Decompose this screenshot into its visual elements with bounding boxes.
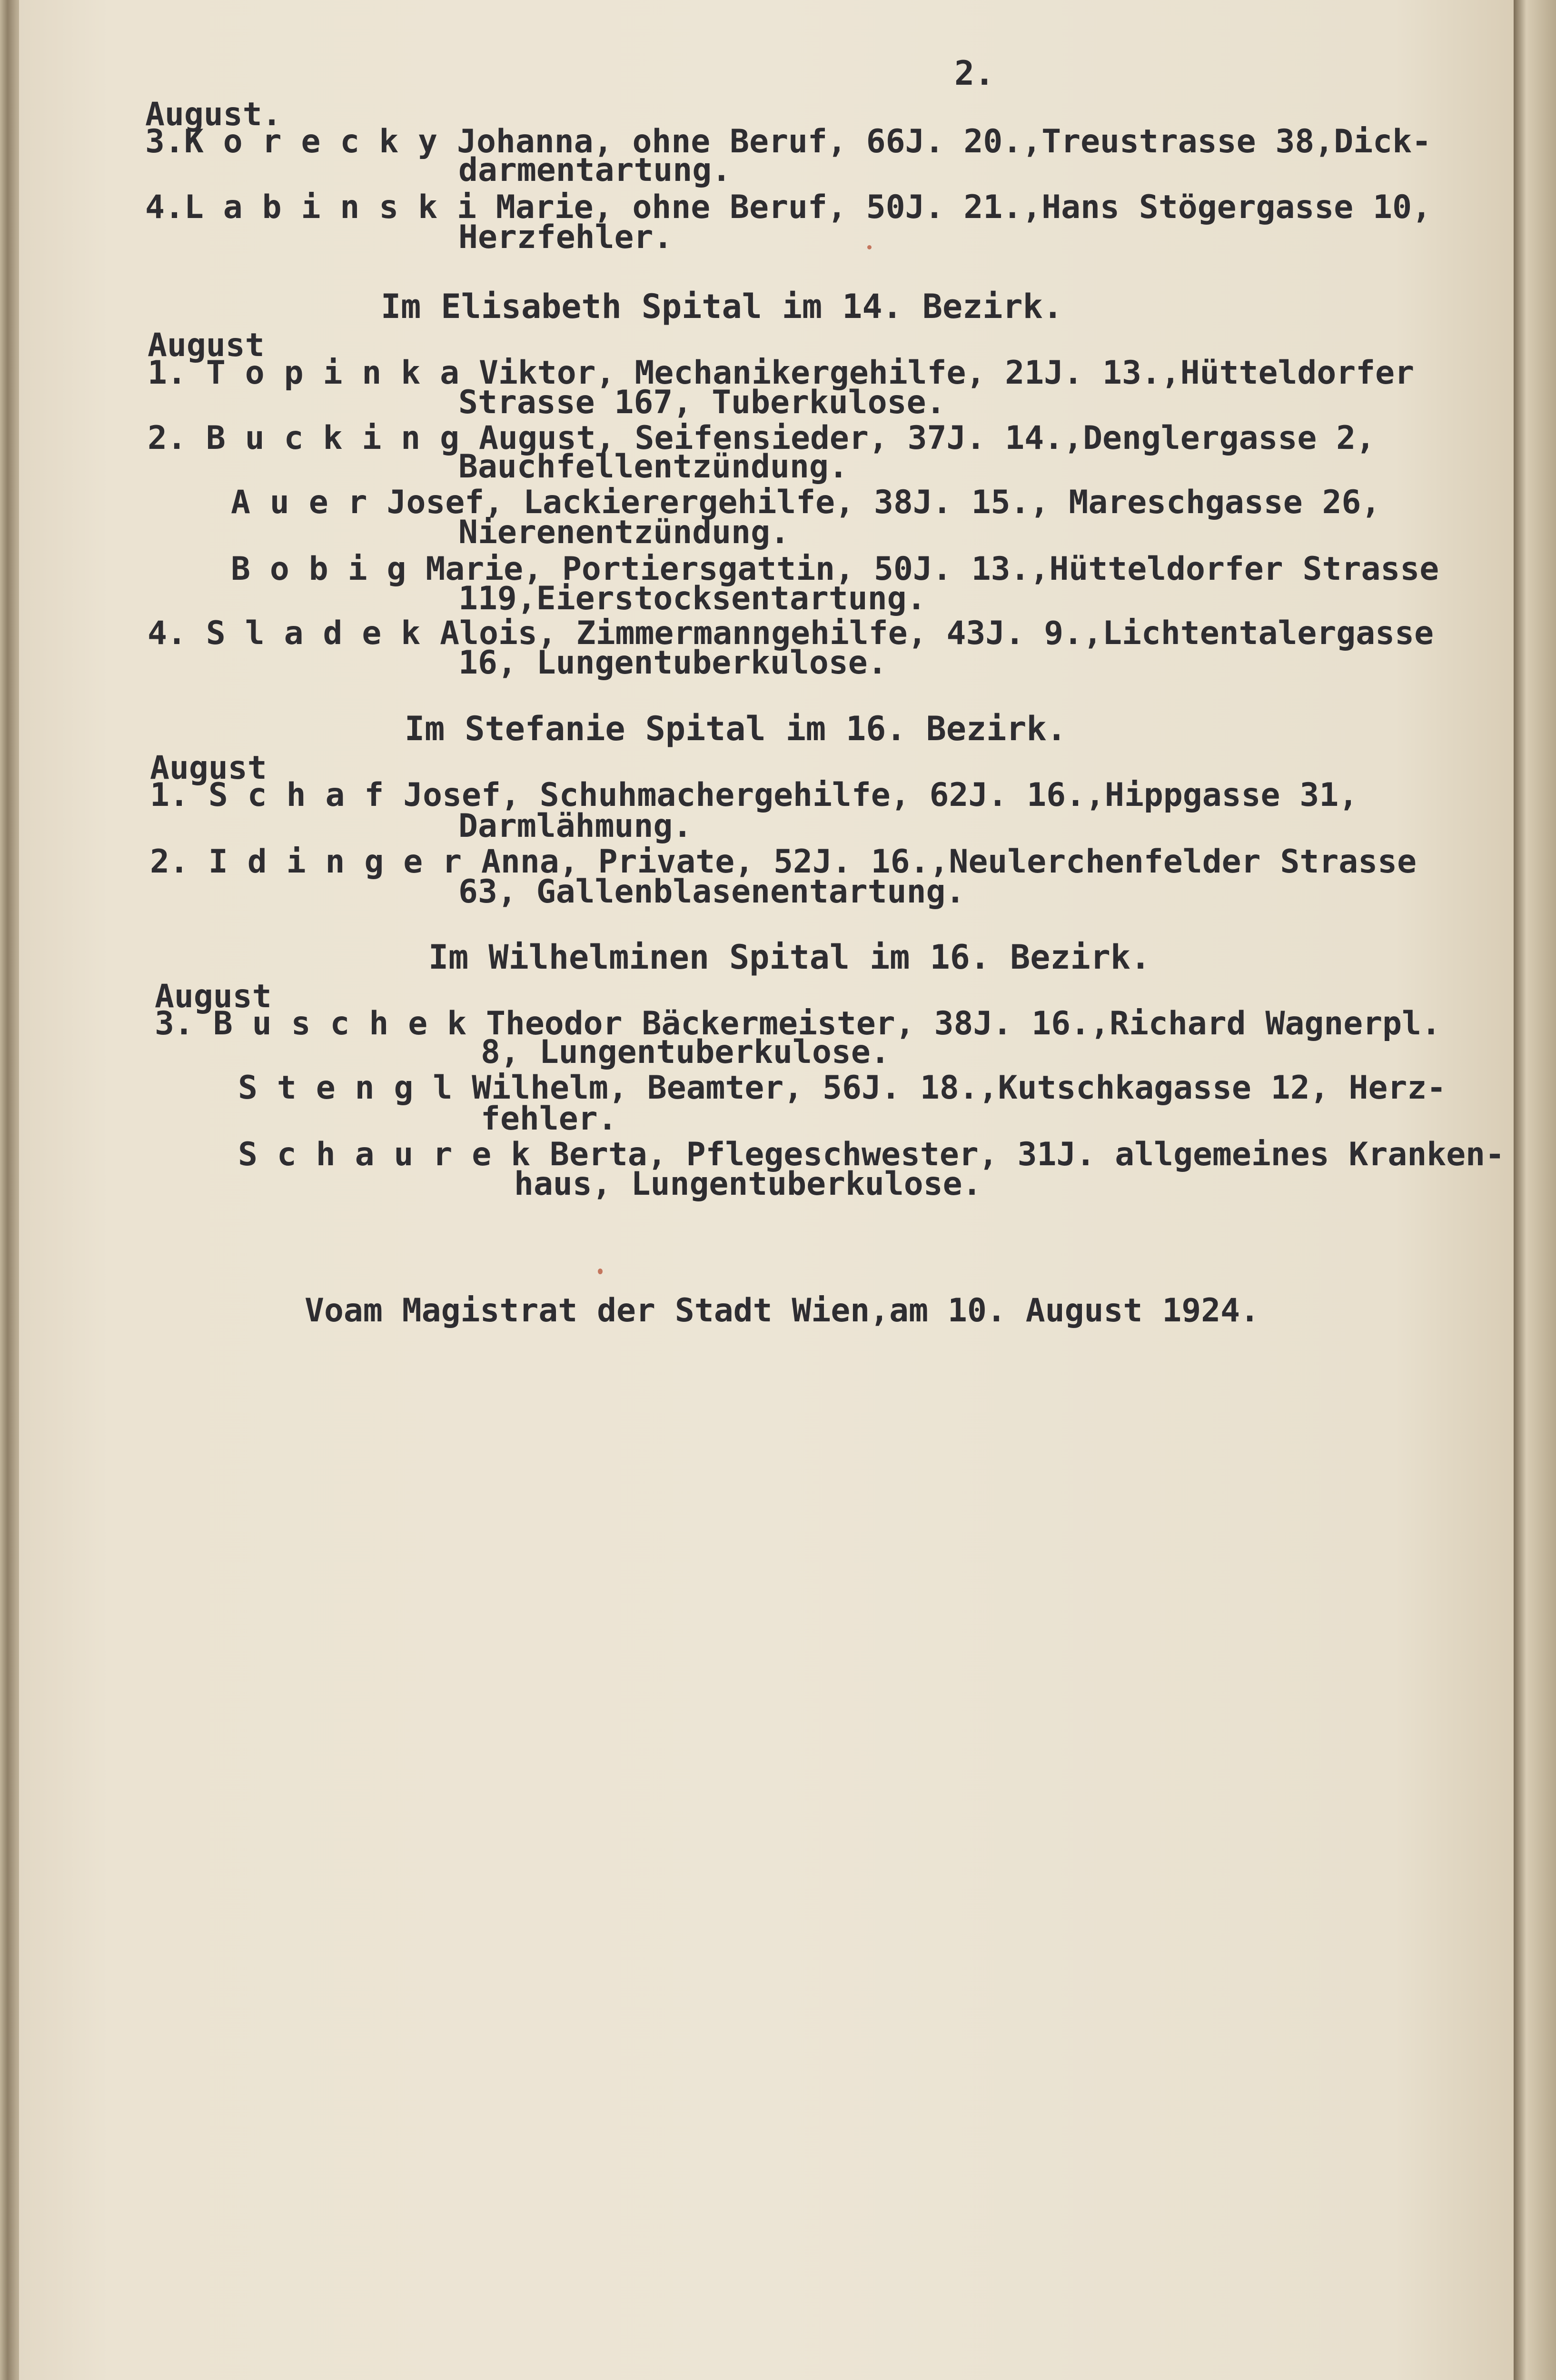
entry-line-continuation: Nierenentzündung. — [458, 514, 790, 551]
closing-signature-line: Voam Magistrat der Stadt Wien,am 10. August 1924. — [305, 1292, 1260, 1329]
entry-line: S t e n g l Wilhelm, Beamter, 56J. 18.,Kutschkagasse 12, Herz- — [238, 1069, 1447, 1107]
entry-line-continuation: Bauchfellentzündung. — [458, 448, 848, 486]
entry-line: 2. B u c k i n g August, Seifensieder, 37J. 14.,Denglergasse 2, — [148, 419, 1376, 457]
entry-line-continuation: Herzfehler. — [458, 218, 673, 256]
page-number: 2. — [954, 54, 995, 93]
entry-line-continuation: fehler. — [481, 1100, 617, 1138]
book-gutter-left — [0, 0, 19, 2380]
month-label: August. — [145, 96, 282, 133]
entry-line: B o b i g Marie, Portiersgattin, 50J. 13.,Hütteldorfer Strasse — [231, 550, 1439, 588]
section-heading: Im Wilhelminen Spital im 16. Bezirk. — [428, 938, 1151, 977]
entry-line: 3.K o r e c k y Johanna, ohne Beruf, 66J. 20.,Treustrasse 38,Dick- — [145, 123, 1432, 160]
entry-line: S c h a u r e k Berta, Pflegeschwester, 31J. allgemeines Kranken- — [238, 1136, 1505, 1173]
month-label: August — [150, 749, 267, 787]
entry-line: 4.L a b i n s k i Marie, ohne Beruf, 50J. 21.,Hans Stögergasse 10, — [145, 188, 1432, 226]
entry-line: 1. T o p i n k a Viktor, Mechanikergehilfe, 21J. 13.,Hütteldorfer — [148, 354, 1415, 392]
entry-line-continuation: 63, Gallenblasenentartung. — [458, 873, 965, 911]
entry-line: A u e r Josef, Lackierergehilfe, 38J. 15., Mareschgasse 26, — [231, 484, 1381, 521]
entry-line: 3. B u s c h e k Theodor Bäckermeister, 38J. 16.,Richard Wagnerpl. — [155, 1005, 1441, 1042]
month-label: August — [155, 978, 272, 1015]
entry-line-continuation: 119,Eierstocksentartung. — [458, 580, 926, 617]
entry-line: 1. S c h a f Josef, Schuhmachergehilfe, 62J. 16.,Hippgasse 31, — [150, 776, 1358, 814]
entry-line-continuation: darmentartung. — [458, 151, 732, 189]
section-heading: Im Elisabeth Spital im 14. Bezirk. — [381, 287, 1063, 326]
entry-line-continuation: 16, Lungentuberkulose. — [458, 644, 887, 682]
entry-line-continuation: haus, Lungentuberkulose. — [514, 1165, 982, 1203]
entry-line-continuation: Strasse 167, Tuberkulose. — [458, 384, 946, 421]
ink-speck — [598, 1269, 603, 1274]
ink-speck — [867, 245, 872, 249]
entry-line-continuation: Darmlähmung. — [458, 807, 693, 845]
book-page-edge-right — [1514, 0, 1556, 2380]
section-heading: Im Stefanie Spital im 16. Bezirk. — [405, 709, 1067, 748]
entry-line: 4. S l a d e k Alois, Zimmermanngehilfe, 43J. 9.,Lichtentalergasse — [148, 615, 1434, 652]
entry-line: 2. I d i n g e r Anna, Private, 52J. 16.,Neulerchenfelder Strasse — [150, 843, 1417, 881]
month-label: August — [148, 327, 265, 364]
entry-line-continuation: 8, Lungentuberkulose. — [481, 1033, 890, 1071]
